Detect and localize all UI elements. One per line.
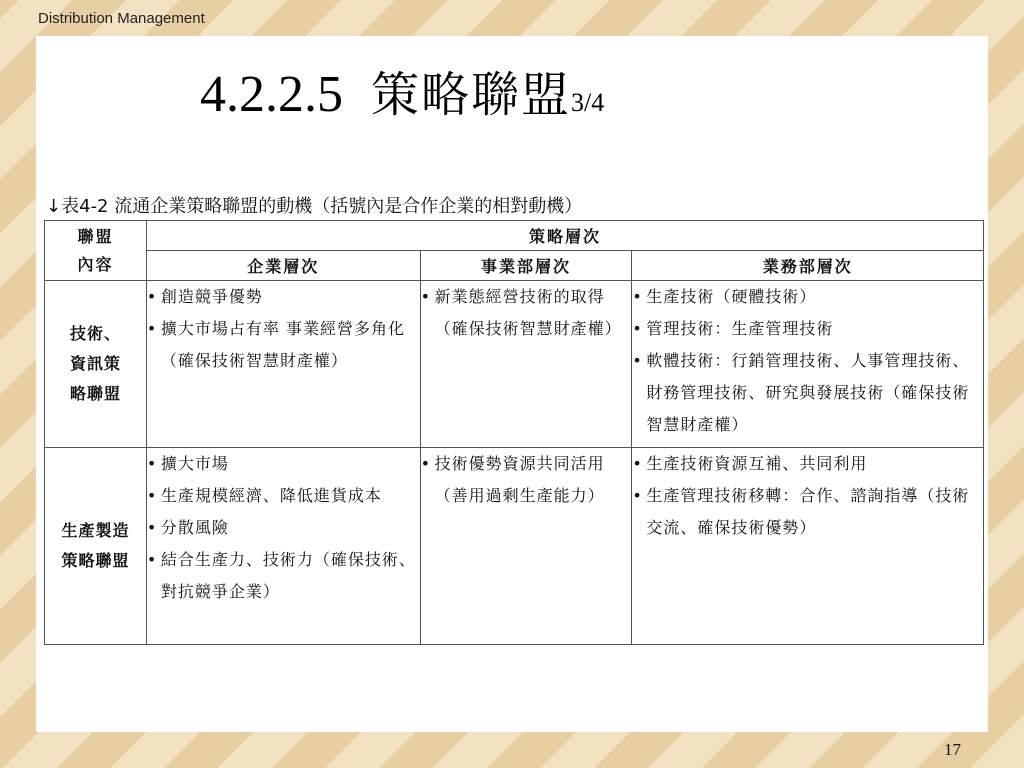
header-row-label-line: 聯盟 (77, 226, 114, 246)
list-item: • 生產管理技術移轉：合作、諮詢指導（技術交流、確保技術優勢） (632, 480, 983, 544)
list-item: • 管理技術：生產管理技術 (632, 313, 983, 345)
table-row (45, 281, 984, 448)
table-cell (420, 281, 632, 448)
header-label: Distribution Management (38, 10, 205, 27)
slide-title (200, 56, 604, 125)
page-number: 17 (944, 740, 961, 759)
table-cell (146, 448, 420, 645)
list-item: • 生產技術資源互補、共同利用 (632, 448, 983, 480)
table-row (45, 448, 984, 645)
header-row-label (45, 221, 147, 281)
list-item: • 擴大市場 (147, 448, 420, 480)
header-row-label-line: 內容 (77, 254, 114, 274)
list-item: • 技術優勢資源共同活用（善用過剩生產能力） (421, 448, 632, 512)
list-item: • 軟體技術：行銷管理技術、人事管理技術、財務管理技術、研究與發展技術（確保技術智慧財產權） (632, 345, 983, 441)
list-item: • 結合生產力、技術力（確保技術、對抗競爭企業） (147, 544, 420, 608)
list-item: • 生產規模經濟、降低進貨成本 (147, 480, 420, 512)
table-header-row (45, 221, 984, 251)
title-subtitle: 3/4 (571, 88, 605, 117)
list-item: • 擴大市場占有率 事業經營多角化 （確保技術智慧財產權） (147, 313, 420, 377)
table-cell (632, 448, 984, 645)
list-item: • 創造競爭優勢 (147, 281, 420, 313)
strategy-table (44, 220, 984, 645)
row-label-line: 策略聯盟 (61, 551, 130, 570)
table-cell (632, 281, 984, 448)
header-col-operations: 業務部層次 (632, 251, 984, 281)
header-col-division: 事業部層次 (420, 251, 632, 281)
list-item: • 分散風險 (147, 512, 420, 544)
list-item: • 生產技術（硬體技術） (632, 281, 983, 313)
table-cell (146, 281, 420, 448)
header-col-enterprise: 企業層次 (146, 251, 420, 281)
row-label-line: 略聯盟 (69, 384, 121, 403)
header-group: 策略層次 (146, 221, 983, 251)
row-label-line: 資訊策 (69, 354, 121, 373)
list-item: • 新業態經營技術的取得（確保技術智慧財產權） (421, 281, 632, 345)
row-label-line: 生產製造 (61, 521, 130, 540)
title-text: 策略聯盟 (371, 67, 572, 123)
table-caption: ↓表4-2 流通企業策略聯盟的動機（括號內是合作企業的相對動機） (46, 196, 583, 217)
title-number: 4.2.2.5 (200, 66, 343, 123)
table-cell (420, 448, 632, 645)
row-label-line: 技術、 (69, 324, 121, 343)
row-label (45, 448, 147, 645)
row-label (45, 281, 147, 448)
table-header-row (45, 251, 984, 281)
